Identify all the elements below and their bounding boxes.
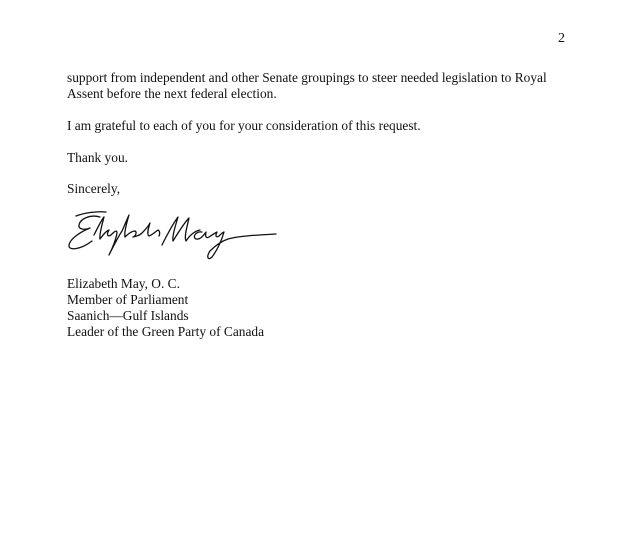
letter-paragraph-thanks: Thank you. — [67, 150, 128, 165]
signatory-role: Leader of the Green Party of Canada — [67, 324, 265, 339]
signatory-title: Member of Parliament — [67, 292, 189, 307]
page-number: 2 — [558, 31, 565, 46]
handwritten-signature — [62, 205, 284, 267]
letter-paragraph-gratitude: I am grateful to each of you for your consideration of this request. — [67, 118, 421, 133]
signature-block — [67, 276, 264, 340]
signatory-name: Elizabeth May, O. C. — [67, 276, 180, 291]
letter-paragraph-continuation: support from independent and other Senate groupings to steer needed legislation to Royal Assent before the next federal election. — [67, 70, 547, 101]
letter-closing: Sincerely, — [67, 181, 121, 196]
signatory-riding: Saanich—Gulf Islands — [67, 308, 189, 323]
